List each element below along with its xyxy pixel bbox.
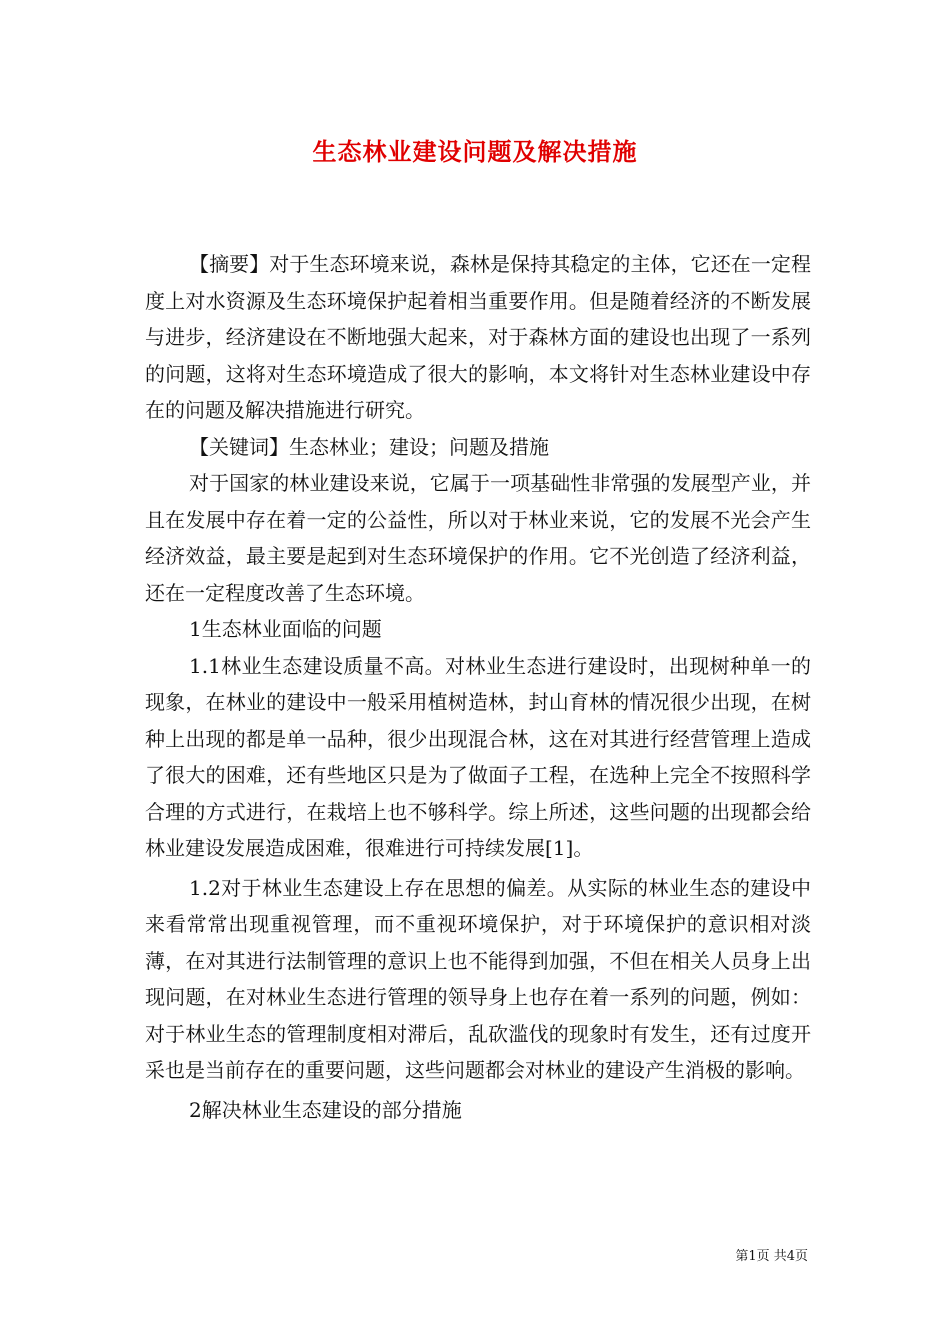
abstract-paragraph: 【摘要】对于生态环境来说，森林是保持其稳定的主体，它还在一定程度上对水资源及生态环境保护起着相当重要作用。但是随着经济的不断发展与进步，经济建设在不断地强大起来，对于森林方面的建设也出现了一系列的问题，这将对生态环境造成了很大的影响，本文将针对生态林业建设中存在的问题及解决措施进行研究。 (145, 252, 811, 422)
document-title: 生态林业建设问题及解决措施 (312, 137, 638, 166)
section-paragraph-1-1: 1.1林业生态建设质量不高。对林业生态进行建设时，出现树种单一的现象，在林业的建设中一般采用植树造林，封山育林的情况很少出现，在树种上出现的都是单一品种，很少出现混合林，这在对其进行经营管理上造成了很大的困难，还有些地区只是为了做面子工程，在选种上完全不按照科学合理的方式进行，在栽培上也不够科学。综上所述，这些问题的出现都会给林业建设发展造成困难，很难进行可持续发展[1]。 (145, 653, 811, 860)
keywords-paragraph: 【关键词】生态林业；建设；问题及措施 (189, 434, 549, 459)
document-body (145, 246, 811, 1128)
section-heading-1: 1生态林业面临的问题 (189, 617, 382, 641)
section-heading-2: 2解决林业生态建设的部分措施 (189, 1097, 462, 1122)
intro-paragraph: 对于国家的林业建设来说，它属于一项基础性非常强的发展型产业，并且在发展中存在着一定的公益性，所以对于林业来说，它的发展不光会产生经济效益，最主要是起到对生态环境保护的作用。它不光创造了经济利益，还在一定程度改善了生态环境。 (145, 471, 811, 605)
page-number-footer: 第1页 共4页 (735, 1249, 808, 1264)
section-paragraph-1-2: 1.2对于林业生态建设上存在思想的偏差。从实际的林业生态的建设中来看常常出现重视管理，而不重视环境保护，对于环境保护的意识相对淡薄，在对其进行法制管理的意识上也不能得到加强，不但在相关人员身上出现问题，在对林业生态进行管理的领导身上也存在着一系列的问题，例如：对于林业生态的管理制度相对滞后，乱砍滥伐的现象时有发生，还有过度开采也是当前存在的重要问题，这些问题都会对林业的建设产生消极的影响。 (145, 875, 811, 1082)
